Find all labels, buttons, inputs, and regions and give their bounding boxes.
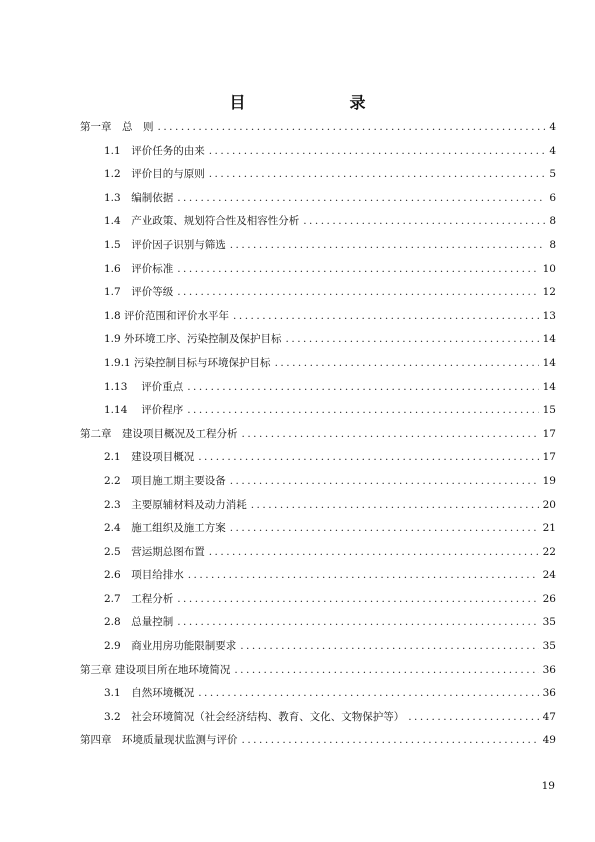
toc-entry-page: 47 [542, 710, 556, 723]
toc-entry-page: 12 [542, 286, 556, 299]
toc-section-entry[interactable] [80, 564, 556, 588]
toc-entry-page: 4 [549, 121, 556, 133]
toc-entry-page: 10 [542, 262, 556, 275]
toc-leader-dots [230, 517, 539, 541]
toc-leader-dots [198, 446, 538, 470]
toc-section-entry[interactable] [80, 470, 556, 494]
toc-entry-page: 13 [542, 309, 556, 322]
toc-entry-text: 1.2 评价目的与原则 [104, 168, 205, 181]
toc-section-entry[interactable] [80, 328, 556, 352]
toc-leader-dots [242, 423, 539, 447]
toc-leader-dots [177, 187, 545, 211]
toc-entry-text: 3.1 自然环境概况 [104, 687, 195, 700]
toc-entry-page: 14 [542, 333, 556, 346]
toc-leader-dots [230, 234, 546, 258]
page-number: 19 [541, 780, 555, 792]
toc-section-entry[interactable] [80, 376, 556, 400]
toc-entry-page: 26 [542, 592, 556, 605]
toc-entry-text: 2.6 项目给排水 [104, 569, 184, 582]
toc-entry-text: 2.1 建设项目概况 [104, 451, 195, 464]
toc-section-entry[interactable] [80, 682, 556, 706]
toc-leader-dots [209, 163, 546, 187]
toc-section-entry[interactable] [80, 352, 556, 376]
toc-entry-text: 2.7 工程分析 [104, 592, 174, 605]
toc-entry-text: 2.2 项目施工期主要设备 [104, 474, 226, 487]
toc-leader-dots [240, 635, 538, 659]
toc-section-entry[interactable] [80, 611, 556, 635]
toc-entry-page: 22 [542, 545, 556, 558]
toc-entry-page: 36 [542, 663, 556, 676]
toc-section-entry[interactable] [80, 163, 556, 187]
toc-entry-text: 2.5 营运期总图布置 [104, 545, 205, 558]
toc-entry-text: 3.2 社会环境简况（社会经济结构、教育、文化、文物保护等） [104, 710, 405, 723]
toc-entry-page: 5 [549, 168, 556, 181]
toc-entry-text: 2.9 商业用房功能限制要求 [104, 640, 237, 653]
toc-entry-text: 1.14 评价程序 [104, 404, 184, 417]
toc-entry-text: 1.13 评价重点 [104, 380, 184, 393]
toc-leader-dots [251, 494, 539, 518]
toc-leader-dots [242, 729, 539, 753]
toc-leader-dots [177, 281, 538, 305]
toc-entry-text: 1.4 产业政策、规划符合性及相容性分析 [104, 215, 300, 228]
toc-entry-page: 14 [542, 356, 556, 369]
toc-entry-page: 19 [542, 474, 556, 487]
toc-entry-text: 第二章 建设项目概况及工程分析 [80, 427, 238, 440]
toc-section-entry[interactable] [80, 446, 556, 470]
toc-chapter-entry[interactable] [80, 729, 556, 753]
toc-section-entry[interactable] [80, 517, 556, 541]
toc-leader-dots [408, 706, 538, 730]
toc-leader-dots [187, 399, 538, 423]
toc-section-entry[interactable] [80, 706, 556, 730]
toc-entry-page: 17 [542, 451, 556, 464]
toc-section-entry[interactable] [80, 399, 556, 423]
toc-entry-text: 1.3 编制依据 [104, 191, 174, 204]
toc-leader-dots [209, 541, 539, 565]
toc-entry-text: 第一章 总 则 [80, 121, 154, 133]
toc-entry-text: 1.7 评价等级 [104, 286, 174, 299]
table-of-contents [80, 116, 556, 753]
toc-entry-page: 8 [549, 238, 556, 251]
toc-leader-dots [177, 258, 538, 282]
toc-leader-dots [177, 588, 538, 612]
toc-entry-page: 21 [542, 522, 556, 535]
toc-section-entry[interactable] [80, 187, 556, 211]
toc-entry-page: 6 [549, 191, 556, 204]
toc-entry-text: 1.9 外环境工序、污染控制及保护目标 [104, 333, 282, 346]
toc-leader-dots [230, 470, 539, 494]
toc-section-entry[interactable] [80, 281, 556, 305]
toc-leader-dots [286, 328, 539, 352]
toc-section-entry[interactable] [80, 541, 556, 565]
toc-entry-page: 8 [549, 215, 556, 228]
toc-entry-page: 20 [542, 498, 556, 511]
toc-section-entry[interactable] [80, 494, 556, 518]
toc-entry-text: 2.4 施工组织及施工方案 [104, 522, 226, 535]
toc-section-entry[interactable] [80, 140, 556, 164]
toc-chapter-entry[interactable] [80, 659, 556, 683]
toc-leader-dots [209, 140, 546, 164]
toc-entry-text: 第三章 建设项目所在地环境简况 [80, 663, 231, 676]
toc-entry-page: 49 [542, 734, 556, 747]
toc-section-entry[interactable] [80, 258, 556, 282]
toc-entry-page: 15 [542, 404, 556, 417]
toc-section-entry[interactable] [80, 305, 556, 329]
toc-entry-text: 1.5 评价因子识别与筛选 [104, 238, 226, 251]
toc-leader-dots [198, 682, 538, 706]
toc-entry-page: 4 [549, 144, 556, 157]
toc-entry-page: 14 [542, 380, 556, 393]
toc-section-entry[interactable] [80, 234, 556, 258]
toc-leader-dots [275, 352, 539, 376]
toc-leader-dots [187, 376, 538, 400]
toc-entry-text: 2.8 总量控制 [104, 616, 174, 629]
toc-entry-page: 35 [542, 640, 556, 653]
toc-chapter-entry[interactable] [80, 116, 556, 140]
toc-entry-text: 1.9.1 污染控制目标与环境保护目标 [104, 356, 271, 369]
toc-entry-page: 36 [542, 687, 556, 700]
toc-leader-dots [177, 611, 538, 635]
toc-title: 目 录 [229, 93, 390, 112]
toc-chapter-entry[interactable] [80, 423, 556, 447]
toc-section-entry[interactable] [80, 588, 556, 612]
toc-leader-dots [303, 210, 545, 234]
toc-entry-text: 第四章 环境质量现状监测与评价 [80, 734, 238, 747]
toc-section-entry[interactable] [80, 635, 556, 659]
toc-entry-page: 35 [542, 616, 556, 629]
toc-leader-dots [233, 305, 539, 329]
toc-entry-text: 1.6 评价标准 [104, 262, 174, 275]
toc-entry-page: 17 [542, 427, 556, 440]
toc-entry-text: 1.1 评价任务的由来 [104, 144, 205, 157]
toc-entry-text: 2.3 主要原辅材料及动力消耗 [104, 498, 247, 511]
toc-entry-page: 24 [542, 569, 556, 582]
toc-leader-dots [158, 116, 546, 140]
toc-section-entry[interactable] [80, 210, 556, 234]
toc-entry-text: 1.8 评价范围和评价水平年 [104, 309, 230, 322]
toc-leader-dots [234, 659, 538, 683]
toc-leader-dots [188, 564, 539, 588]
